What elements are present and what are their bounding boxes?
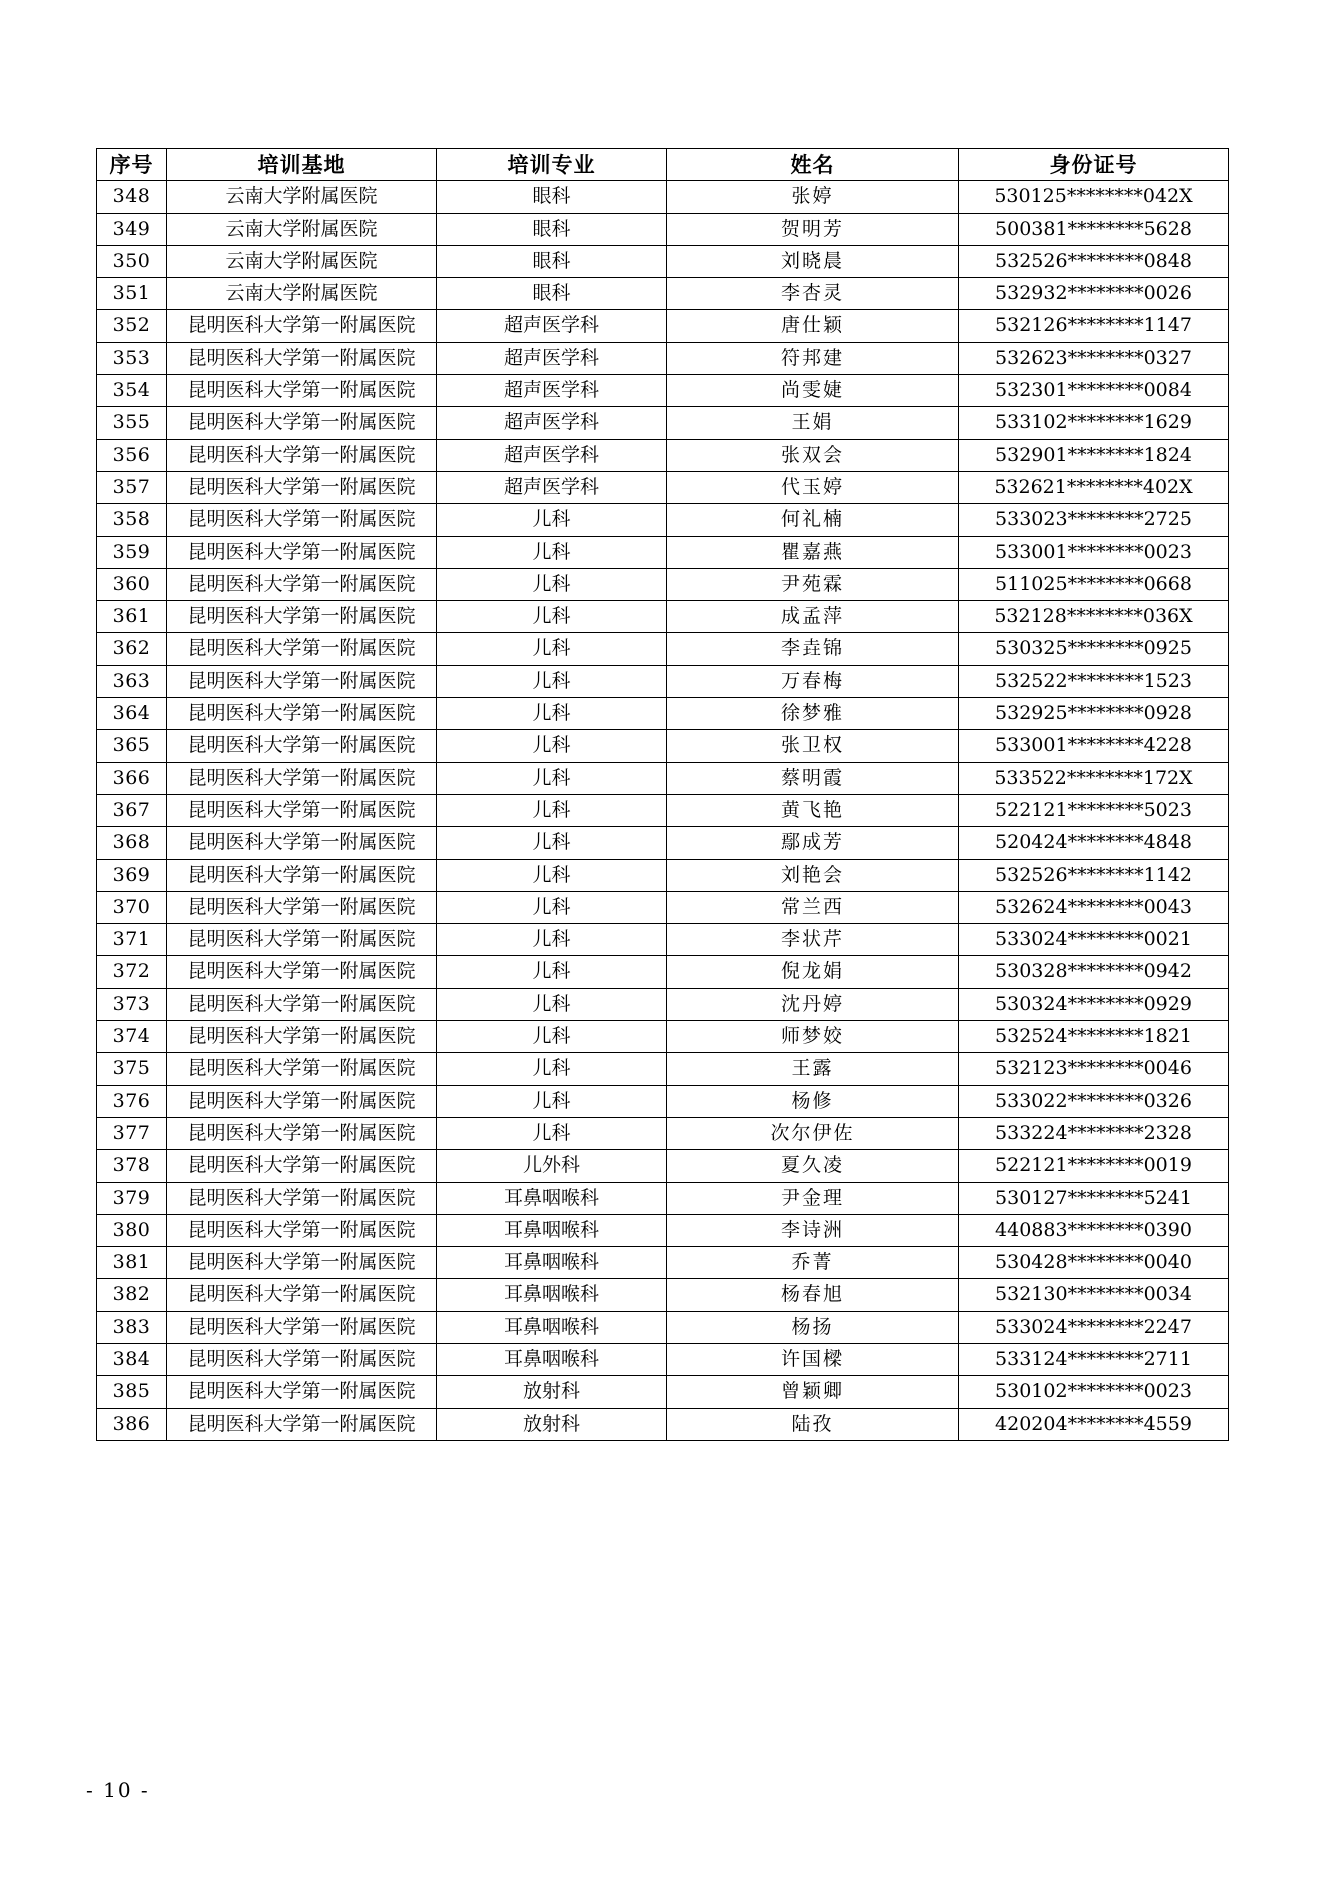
- column-header-id: 身份证号: [959, 149, 1229, 181]
- cell-name: 常兰西: [667, 891, 959, 923]
- cell-id: 530428********0040: [959, 1247, 1229, 1279]
- cell-id: 533001********0023: [959, 536, 1229, 568]
- cell-major: 超声医学科: [437, 342, 667, 374]
- table-row: [97, 988, 1229, 1020]
- cell-major: 眼科: [437, 245, 667, 277]
- training-roster-table: [96, 148, 1229, 1441]
- cell-name: 尹金理: [667, 1182, 959, 1214]
- cell-name: 刘晓晨: [667, 245, 959, 277]
- table-row: [97, 1311, 1229, 1343]
- cell-name: 李诗洲: [667, 1214, 959, 1246]
- cell-major: 儿科: [437, 536, 667, 568]
- cell-major: 儿科: [437, 1085, 667, 1117]
- cell-id: 533102********1629: [959, 407, 1229, 439]
- cell-id: 532522********1523: [959, 665, 1229, 697]
- cell-major: 儿科: [437, 827, 667, 859]
- cell-seq: 362: [97, 633, 167, 665]
- cell-major: 儿科: [437, 698, 667, 730]
- column-header-base: 培训基地: [167, 149, 437, 181]
- cell-base: 昆明医科大学第一附属医院: [167, 601, 437, 633]
- cell-name: 陆孜: [667, 1408, 959, 1440]
- cell-name: 李状芹: [667, 924, 959, 956]
- cell-seq: 370: [97, 891, 167, 923]
- cell-seq: 355: [97, 407, 167, 439]
- cell-id: 533024********2247: [959, 1311, 1229, 1343]
- table-row: [97, 245, 1229, 277]
- cell-id: 533024********0021: [959, 924, 1229, 956]
- table-row: [97, 665, 1229, 697]
- cell-base: 云南大学附属医院: [167, 213, 437, 245]
- cell-seq: 378: [97, 1150, 167, 1182]
- cell-major: 眼科: [437, 278, 667, 310]
- cell-base: 昆明医科大学第一附属医院: [167, 698, 437, 730]
- cell-base: 昆明医科大学第一附属医院: [167, 794, 437, 826]
- cell-seq: 377: [97, 1117, 167, 1149]
- cell-seq: 361: [97, 601, 167, 633]
- cell-id: 522121********5023: [959, 794, 1229, 826]
- cell-id: 532123********0046: [959, 1053, 1229, 1085]
- cell-name: 次尔伊佐: [667, 1117, 959, 1149]
- cell-base: 昆明医科大学第一附属医院: [167, 568, 437, 600]
- cell-base: 昆明医科大学第一附属医院: [167, 342, 437, 374]
- table-row: [97, 439, 1229, 471]
- cell-base: 昆明医科大学第一附属医院: [167, 665, 437, 697]
- cell-id: 532526********0848: [959, 245, 1229, 277]
- cell-name: 李杏灵: [667, 278, 959, 310]
- cell-name: 蔡明霞: [667, 762, 959, 794]
- cell-major: 耳鼻咽喉科: [437, 1182, 667, 1214]
- cell-name: 曾颖卿: [667, 1376, 959, 1408]
- cell-major: 儿科: [437, 568, 667, 600]
- cell-name: 何礼楠: [667, 504, 959, 536]
- cell-base: 云南大学附属医院: [167, 245, 437, 277]
- cell-seq: 375: [97, 1053, 167, 1085]
- cell-id: 533022********0326: [959, 1085, 1229, 1117]
- cell-base: 昆明医科大学第一附属医院: [167, 1085, 437, 1117]
- cell-base: 昆明医科大学第一附属医院: [167, 924, 437, 956]
- cell-major: 耳鼻咽喉科: [437, 1279, 667, 1311]
- cell-base: 昆明医科大学第一附属医院: [167, 1376, 437, 1408]
- cell-seq: 376: [97, 1085, 167, 1117]
- cell-seq: 350: [97, 245, 167, 277]
- table-row: [97, 568, 1229, 600]
- cell-major: 眼科: [437, 181, 667, 213]
- cell-seq: 352: [97, 310, 167, 342]
- cell-base: 昆明医科大学第一附属医院: [167, 1150, 437, 1182]
- cell-major: 儿科: [437, 730, 667, 762]
- cell-name: 倪龙娟: [667, 956, 959, 988]
- cell-base: 云南大学附属医院: [167, 181, 437, 213]
- cell-seq: 364: [97, 698, 167, 730]
- cell-name: 王露: [667, 1053, 959, 1085]
- cell-base: 昆明医科大学第一附属医院: [167, 1117, 437, 1149]
- table-row: [97, 1247, 1229, 1279]
- cell-id: 420204********4559: [959, 1408, 1229, 1440]
- cell-seq: 367: [97, 794, 167, 826]
- cell-base: 昆明医科大学第一附属医院: [167, 1021, 437, 1053]
- cell-base: 云南大学附属医院: [167, 278, 437, 310]
- cell-seq: 366: [97, 762, 167, 794]
- table-row: [97, 181, 1229, 213]
- cell-seq: 374: [97, 1021, 167, 1053]
- cell-name: 张双会: [667, 439, 959, 471]
- cell-major: 儿科: [437, 956, 667, 988]
- cell-id: 520424********4848: [959, 827, 1229, 859]
- cell-seq: 384: [97, 1343, 167, 1375]
- cell-major: 超声医学科: [437, 471, 667, 503]
- cell-name: 代玉婷: [667, 471, 959, 503]
- cell-name: 瞿嘉燕: [667, 536, 959, 568]
- table-row: [97, 1214, 1229, 1246]
- cell-name: 成孟萍: [667, 601, 959, 633]
- cell-major: 儿科: [437, 665, 667, 697]
- cell-name: 师梦姣: [667, 1021, 959, 1053]
- cell-seq: 373: [97, 988, 167, 1020]
- table-header-row: [97, 149, 1229, 181]
- cell-id: 530125********042X: [959, 181, 1229, 213]
- cell-seq: 372: [97, 956, 167, 988]
- table-row: [97, 924, 1229, 956]
- cell-name: 杨春旭: [667, 1279, 959, 1311]
- cell-name: 刘艳会: [667, 859, 959, 891]
- cell-name: 许国樑: [667, 1343, 959, 1375]
- cell-major: 放射科: [437, 1408, 667, 1440]
- cell-id: 532524********1821: [959, 1021, 1229, 1053]
- cell-base: 昆明医科大学第一附属医院: [167, 827, 437, 859]
- cell-seq: 380: [97, 1214, 167, 1246]
- table-row: [97, 859, 1229, 891]
- cell-name: 鄢成芳: [667, 827, 959, 859]
- cell-seq: 359: [97, 536, 167, 568]
- cell-id: 530328********0942: [959, 956, 1229, 988]
- table-row: [97, 633, 1229, 665]
- table-row: [97, 1117, 1229, 1149]
- cell-major: 耳鼻咽喉科: [437, 1247, 667, 1279]
- cell-id: 533023********2725: [959, 504, 1229, 536]
- cell-name: 杨修: [667, 1085, 959, 1117]
- cell-major: 儿科: [437, 504, 667, 536]
- table-row: [97, 1408, 1229, 1440]
- cell-major: 儿科: [437, 924, 667, 956]
- table-row: [97, 730, 1229, 762]
- table-row: [97, 504, 1229, 536]
- cell-major: 儿外科: [437, 1150, 667, 1182]
- cell-name: 沈丹婷: [667, 988, 959, 1020]
- cell-seq: 349: [97, 213, 167, 245]
- cell-major: 放射科: [437, 1376, 667, 1408]
- cell-id: 532126********1147: [959, 310, 1229, 342]
- cell-id: 530102********0023: [959, 1376, 1229, 1408]
- table-row: [97, 1279, 1229, 1311]
- column-header-name: 姓名: [667, 149, 959, 181]
- cell-id: 530127********5241: [959, 1182, 1229, 1214]
- table-row: [97, 827, 1229, 859]
- cell-seq: 353: [97, 342, 167, 374]
- cell-seq: 368: [97, 827, 167, 859]
- cell-major: 儿科: [437, 762, 667, 794]
- cell-id: 530325********0925: [959, 633, 1229, 665]
- cell-name: 符邦建: [667, 342, 959, 374]
- cell-seq: 369: [97, 859, 167, 891]
- cell-base: 昆明医科大学第一附属医院: [167, 1311, 437, 1343]
- cell-major: 超声医学科: [437, 375, 667, 407]
- cell-base: 昆明医科大学第一附属医院: [167, 310, 437, 342]
- cell-seq: 382: [97, 1279, 167, 1311]
- cell-seq: 383: [97, 1311, 167, 1343]
- cell-id: 440883********0390: [959, 1214, 1229, 1246]
- roster-table-container: [96, 148, 1228, 1441]
- cell-base: 昆明医科大学第一附属医院: [167, 988, 437, 1020]
- cell-name: 夏久凌: [667, 1150, 959, 1182]
- table-row: [97, 698, 1229, 730]
- cell-base: 昆明医科大学第一附属医院: [167, 1343, 437, 1375]
- cell-seq: 371: [97, 924, 167, 956]
- cell-id: 533001********4228: [959, 730, 1229, 762]
- cell-base: 昆明医科大学第一附属医院: [167, 1279, 437, 1311]
- cell-seq: 357: [97, 471, 167, 503]
- table-row: [97, 794, 1229, 826]
- cell-seq: 385: [97, 1376, 167, 1408]
- cell-id: 500381********5628: [959, 213, 1229, 245]
- cell-name: 李垚锦: [667, 633, 959, 665]
- cell-seq: 379: [97, 1182, 167, 1214]
- table-row: [97, 342, 1229, 374]
- cell-id: 532130********0034: [959, 1279, 1229, 1311]
- cell-name: 尚雯婕: [667, 375, 959, 407]
- cell-base: 昆明医科大学第一附属医院: [167, 375, 437, 407]
- cell-id: 533224********2328: [959, 1117, 1229, 1149]
- cell-id: 532621********402X: [959, 471, 1229, 503]
- cell-seq: 351: [97, 278, 167, 310]
- table-header: [97, 149, 1229, 181]
- cell-base: 昆明医科大学第一附属医院: [167, 633, 437, 665]
- cell-major: 耳鼻咽喉科: [437, 1343, 667, 1375]
- cell-base: 昆明医科大学第一附属医院: [167, 1053, 437, 1085]
- cell-base: 昆明医科大学第一附属医院: [167, 504, 437, 536]
- cell-major: 耳鼻咽喉科: [437, 1311, 667, 1343]
- cell-id: 532128********036X: [959, 601, 1229, 633]
- cell-id: 532301********0084: [959, 375, 1229, 407]
- cell-id: 532624********0043: [959, 891, 1229, 923]
- cell-seq: 354: [97, 375, 167, 407]
- cell-major: 儿科: [437, 859, 667, 891]
- cell-seq: 348: [97, 181, 167, 213]
- page-number-footer: - 10 -: [86, 1778, 150, 1802]
- table-row: [97, 1085, 1229, 1117]
- cell-major: 耳鼻咽喉科: [437, 1214, 667, 1246]
- cell-base: 昆明医科大学第一附属医院: [167, 891, 437, 923]
- cell-major: 儿科: [437, 633, 667, 665]
- cell-major: 儿科: [437, 1053, 667, 1085]
- table-row: [97, 601, 1229, 633]
- cell-name: 徐梦雅: [667, 698, 959, 730]
- cell-name: 王娟: [667, 407, 959, 439]
- cell-base: 昆明医科大学第一附属医院: [167, 762, 437, 794]
- cell-id: 532526********1142: [959, 859, 1229, 891]
- table-row: [97, 762, 1229, 794]
- table-row: [97, 1150, 1229, 1182]
- cell-base: 昆明医科大学第一附属医院: [167, 1182, 437, 1214]
- cell-name: 黄飞艳: [667, 794, 959, 826]
- cell-id: 511025********0668: [959, 568, 1229, 600]
- cell-major: 儿科: [437, 1117, 667, 1149]
- table-row: [97, 278, 1229, 310]
- table-row: [97, 1343, 1229, 1375]
- cell-major: 儿科: [437, 1021, 667, 1053]
- cell-id: 533522********172X: [959, 762, 1229, 794]
- cell-seq: 358: [97, 504, 167, 536]
- column-header-seq: 序号: [97, 149, 167, 181]
- cell-id: 530324********0929: [959, 988, 1229, 1020]
- cell-seq: 356: [97, 439, 167, 471]
- cell-id: 532623********0327: [959, 342, 1229, 374]
- cell-base: 昆明医科大学第一附属医院: [167, 956, 437, 988]
- table-row: [97, 310, 1229, 342]
- cell-seq: 386: [97, 1408, 167, 1440]
- cell-seq: 365: [97, 730, 167, 762]
- cell-base: 昆明医科大学第一附属医院: [167, 1408, 437, 1440]
- cell-major: 超声医学科: [437, 439, 667, 471]
- cell-name: 杨扬: [667, 1311, 959, 1343]
- cell-seq: 363: [97, 665, 167, 697]
- table-row: [97, 956, 1229, 988]
- table-row: [97, 375, 1229, 407]
- column-header-major: 培训专业: [437, 149, 667, 181]
- table-row: [97, 1376, 1229, 1408]
- cell-base: 昆明医科大学第一附属医院: [167, 730, 437, 762]
- table-row: [97, 407, 1229, 439]
- cell-seq: 360: [97, 568, 167, 600]
- cell-major: 超声医学科: [437, 407, 667, 439]
- cell-name: 乔菁: [667, 1247, 959, 1279]
- cell-major: 儿科: [437, 891, 667, 923]
- cell-major: 儿科: [437, 794, 667, 826]
- cell-name: 唐仕颖: [667, 310, 959, 342]
- cell-base: 昆明医科大学第一附属医院: [167, 407, 437, 439]
- cell-id: 522121********0019: [959, 1150, 1229, 1182]
- cell-major: 超声医学科: [437, 310, 667, 342]
- table-row: [97, 471, 1229, 503]
- cell-base: 昆明医科大学第一附属医院: [167, 439, 437, 471]
- cell-name: 张卫权: [667, 730, 959, 762]
- table-row: [97, 1182, 1229, 1214]
- table-row: [97, 1021, 1229, 1053]
- cell-name: 尹苑霖: [667, 568, 959, 600]
- cell-base: 昆明医科大学第一附属医院: [167, 1247, 437, 1279]
- table-row: [97, 1053, 1229, 1085]
- cell-name: 贺明芳: [667, 213, 959, 245]
- cell-name: 万春梅: [667, 665, 959, 697]
- cell-name: 张婷: [667, 181, 959, 213]
- cell-major: 儿科: [437, 988, 667, 1020]
- cell-major: 儿科: [437, 601, 667, 633]
- cell-base: 昆明医科大学第一附属医院: [167, 471, 437, 503]
- table-body: [97, 181, 1229, 1441]
- cell-id: 532932********0026: [959, 278, 1229, 310]
- cell-id: 533124********2711: [959, 1343, 1229, 1375]
- cell-id: 532925********0928: [959, 698, 1229, 730]
- cell-base: 昆明医科大学第一附属医院: [167, 859, 437, 891]
- cell-major: 眼科: [437, 213, 667, 245]
- cell-base: 昆明医科大学第一附属医院: [167, 1214, 437, 1246]
- cell-base: 昆明医科大学第一附属医院: [167, 536, 437, 568]
- table-row: [97, 213, 1229, 245]
- cell-id: 532901********1824: [959, 439, 1229, 471]
- cell-seq: 381: [97, 1247, 167, 1279]
- table-row: [97, 536, 1229, 568]
- table-row: [97, 891, 1229, 923]
